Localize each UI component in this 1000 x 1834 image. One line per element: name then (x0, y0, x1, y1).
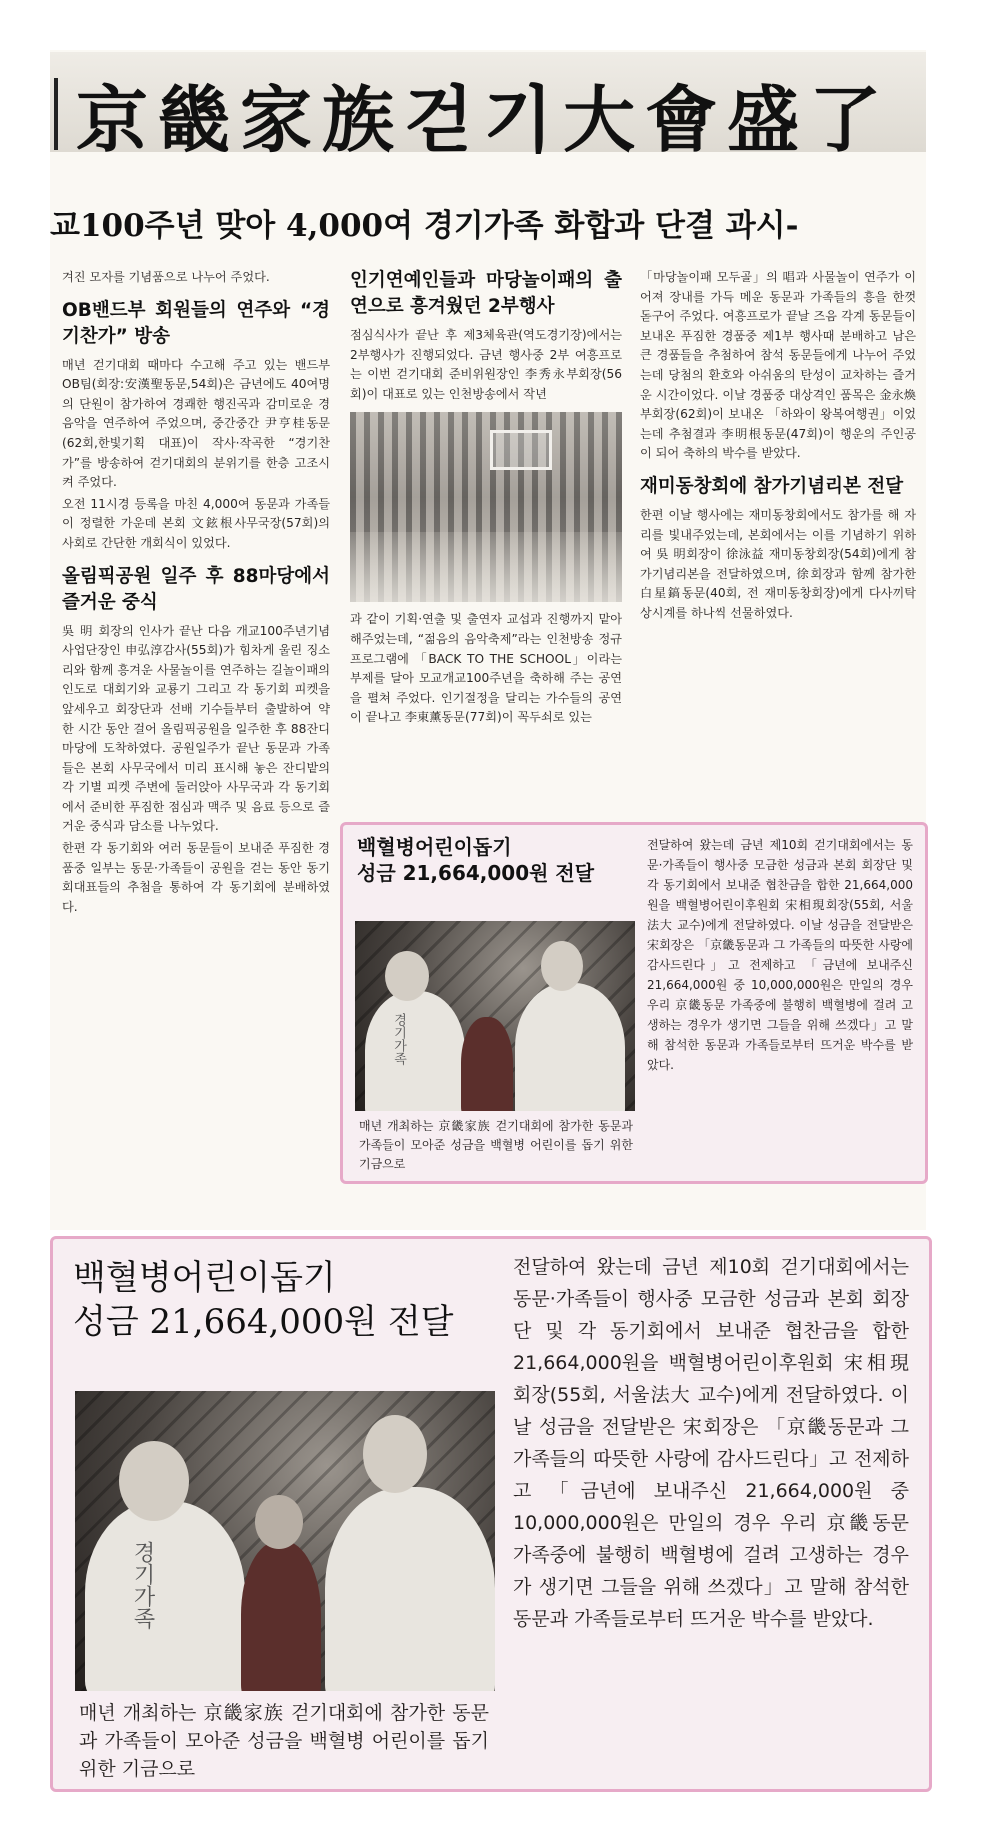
person-center-shape (461, 1017, 513, 1111)
small-donation-photo (355, 921, 635, 1111)
col3-paragraph-2: 한편 이날 행사에는 재미동창회에서도 참가를 해 자리를 빛내주었는데, 본회에서는 이를 기념하기 위하여 吳 明회장이 徐泳益 재미동창회장(54회)에게 참가기념리본을 전달하였으며, 徐회장과 함께 참가한 白星鎬동문(40회, 전 재미동창회장)에게 다사끼탁상시계를 하나씩 선물하였다. (640, 507, 916, 620)
floor-shape (350, 532, 622, 602)
large-person-left-shape (85, 1501, 245, 1691)
donation-box-large (50, 1236, 932, 1792)
column-3 (640, 268, 916, 626)
col1-heading-1: OB밴드부 회원들의 연주와 “경기찬가” 방송 (62, 299, 330, 347)
large-box-title-line-2: 성금 21,664,000원 전달 (73, 1301, 454, 1342)
donation-box-small (340, 822, 928, 1184)
column-1 (62, 268, 330, 919)
col3-paragraph-1: 「마당놀이패 모두골」의 唱과 사물놀이 연주가 이어져 장내를 가득 메운 동문과 가족들의 흥을 한껏 돋구어 주었다. 여흥프로가 끝날 즈음 각계 동문들이 보내온 푸짐한 경품중 제1부 행사때 분배하고 남은 큰 경품들을 추첨하여 참석 동문들에게 나누어 주었는데 당첨의 환호와 아쉬움의 탄성이 교차하는 즐거운 시간이었다. 이날 경품중 대상격인 품목은 金永煥부회장(62회)이 보내온 「하와이 왕복여행권」이었는데 추첨결과 李明根동문(47회)이 행운의 주인공이 되어 축하의 박수를 받았다. (640, 270, 916, 461)
small-box-title-line-1: 백혈병어린이돕기 (357, 835, 512, 859)
small-box-title-line-2: 성금 21,664,000원 전달 (357, 860, 595, 885)
large-sash-text: 경기가족 (130, 1541, 155, 1629)
large-person-right-shape (325, 1487, 495, 1691)
article-title: 京畿家族걷기大會盛了 (76, 77, 892, 162)
large-person-left-head (119, 1441, 189, 1521)
large-box-body: 전달하여 왔는데 금년 제10회 걷기대회에서는 동문·가족들이 행사중 모금한 성금과 본회 회장단 및 각 동기회에서 보내준 협찬금을 합한 21,664,000원을 백혈병어린이후원회 宋相現회장(55회, 서울法大 교수)에게 전달하였다. 이날 성금을 전달받은 宋회장은 「京畿동문과 그 가족들의 따뜻한 사랑에 감사드린다」고 전제하고 「금년에 보내주신 21,664,000원 중 10,000,000원은 만일의 경우 우리 京畿동문 가족중에 불행히 백혈병에 걸려 고생하는 경우가 생기면 그들을 위해 쓰겠다」고 말해 참석한 동문과 가족들로부터 뜨거운 박수를 받았다. (513, 1256, 909, 1630)
col1-paragraph-1: 매년 걷기대회 때마다 수고해 주고 있는 밴드부 OB팀(회장:安漢聖동문,54회)은 금년에도 40여명의 단원이 참가하여 경쾌한 행진곡과 감미로운 경음악을 연주하여 주었으며, 중간중간 尹亨桂동문(62회,한빛기획 대표)이 작사·작곡한 “경기찬가”를 방송하여 걷기대회의 분위기를 한층 고조시켜 주었다. (62, 357, 330, 490)
small-sash-text: 경기가족 (391, 1013, 406, 1065)
col2-heading-1: 인기연예인들과 마당놀이패의 출연으로 흥겨웠던 2부행사 (350, 270, 622, 317)
col1-heading-2: 올림픽공원 일주 후 88마당에서 즐거운 중식 (62, 565, 330, 613)
col1-paragraph-3: 吳 明 회장의 인사가 끝난 다음 개교100주년기념사업단장인 申弘淳감사(55회)가 힘차게 울린 징소리와 함께 흥겨운 사물놀이를 연주하는 길놀이패의 인도로 대회기와 교룡기 그리고 각 동기회 피켓을 앞세우고 회장단과 선배 기수들부터 출발하여 약 한 시간 동안 걸어 올림픽공원을 일주한 후 88잔디마당에 도착하였다. 공원일주가 끝난 동문과 가족들은 본회 사무국에서 미리 표시해 놓은 잔디밭의 각 기별 피켓 주변에 둘러앉아 사무국과 각 동기회에서 준비한 푸짐한 점심과 맥주 및 음료 등으로 즐거운 중식과 담소를 나누었다. (62, 623, 330, 834)
title-rule (54, 78, 58, 150)
large-box-title-line-1: 백혈병어린이돕기 (73, 1258, 336, 1298)
col1-paragraph-2: 오전 11시경 등록을 마친 4,000여 동문과 가족들이 정렬한 가운데 본회 文鉉根사무국장(57회)의 사회로 간단한 개회식이 있었다. (62, 496, 330, 550)
col1-intro: 겨진 모자를 기념품으로 나누어 주었다. (62, 270, 270, 284)
article-subtitle: 교100주년 맞아 4,000여 경기가족 화합과 단결 과시- (50, 208, 799, 244)
small-box-caption: 매년 개최하는 京畿家族 걷기대회에 참가한 동문과 가족들이 모아준 성금을 백혈병 어린이를 돕기 위한 기금으로 (359, 1119, 633, 1171)
col3-heading-1: 재미동창회에 참가기념리본 전달 (640, 475, 904, 497)
col2-paragraph-2: 과 같이 기획·연출 및 출연자 교섭과 진행까지 맡아 해주었는데, “젊음의 음악축제”라는 인천방송 정규 프로그램에 「BACK TO THE SCHOOL」이라는 부제를 달아 모교개교100주년을 축하해 주는 공연을 펼쳐 주었다. 인기절정을 달리는 가수들의 공연이 끝나고 李東薰동문(77회)이 꼭두쇠로 있는 (350, 612, 622, 725)
small-box-title (357, 835, 594, 886)
small-box-body: 전달하여 왔는데 금년 제10회 걷기대회에서는 동문·가족들이 행사중 모금한 성금과 본회 회장단 및 각 동기회에서 보내준 협찬금을 합한 21,664,000원을 백혈병어린이후원회 宋相現회장(55회, 서울法大 교수)에게 전달하였다. 이날 성금을 전달받은 宋회장은 「京畿동문과 그 가족들의 따뜻한 사랑에 감사드린다」고 전제하고 「금년에 보내주신 21,664,000원 중 10,000,000원은 만일의 경우 우리 京畿동문 가족중에 불행히 백혈병에 걸려 고생하는 경우가 생기면 그들을 위해 쓰겠다」고 말해 참석한 동문과 가족들로부터 뜨거운 박수를 받았다. (647, 838, 913, 1072)
person-left-shape (365, 991, 465, 1111)
col1-paragraph-4: 한편 각 동기회와 여러 동문들이 보내준 푸짐한 경품중 일부는 동문·가족들이 공원을 걷는 동안 동기회대표들의 추첨을 통하여 각 동기회에 분배하였다. (62, 841, 330, 914)
person-right-head (541, 941, 583, 991)
person-left-head (385, 951, 429, 1001)
large-person-center-shape (241, 1541, 321, 1691)
large-person-center-head (255, 1495, 303, 1549)
column-2 (350, 268, 622, 730)
basketball-hoop-shape (490, 430, 552, 470)
large-donation-photo (75, 1391, 495, 1691)
person-right-shape (515, 983, 625, 1111)
event-crowd-photo (350, 412, 622, 602)
large-box-caption: 매년 개최하는 京畿家族 걷기대회에 참가한 동문과 가족들이 모아준 성금을 백혈병 어린이를 돕기 위한 기금으로 (79, 1702, 489, 1780)
large-box-title (73, 1257, 454, 1344)
col2-paragraph-1: 점심식사가 끝난 후 제3체육관(역도경기장)에서는 2부행사가 진행되었다. 금년 행사중 2부 여흥프로는 이번 걷기대회 준비위원장인 李秀永부회장(56회)이 대표로 있는 인천방송에서 작년 (350, 328, 622, 401)
large-person-right-head (363, 1415, 427, 1493)
